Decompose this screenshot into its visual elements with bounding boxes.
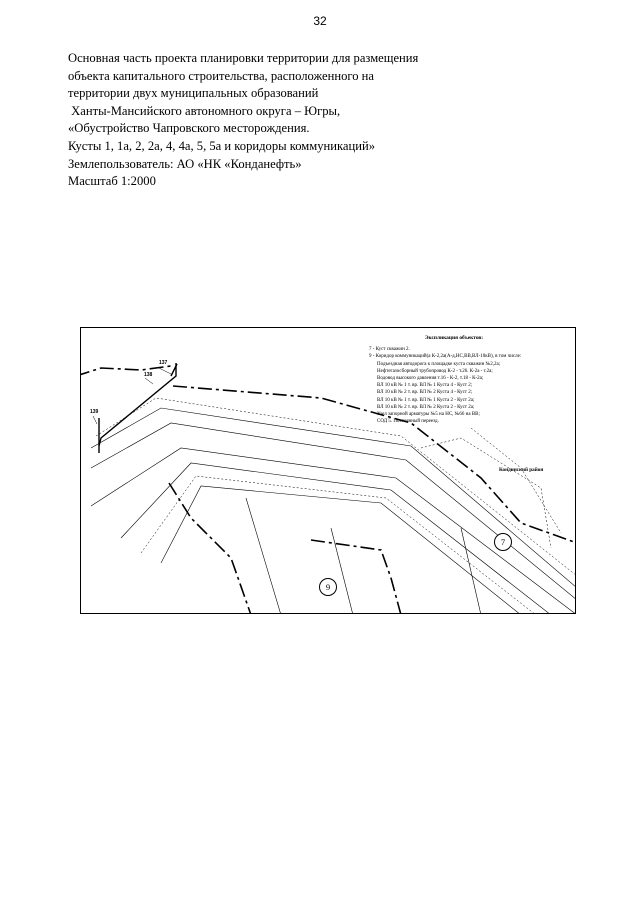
page-number: 32 xyxy=(313,14,327,28)
legend-item: ВЛ 10 кВ № 1 т. вр. ВЛ № 1 Куста 2 - Куст 2а; xyxy=(377,397,475,403)
heading-line: Ханты-Мансийского автономного округа – Югры, xyxy=(68,103,341,118)
heading-line: «Обустройство Чапровского месторождения. xyxy=(68,121,310,136)
legend-item: ВЛ 10 кВ № 1 т. вр. ВЛ № 1 Куста 4 - Куст 2; xyxy=(377,383,473,389)
object-marker-7: 7 xyxy=(494,533,512,551)
document-heading xyxy=(68,50,588,191)
heading-line: территории двух муниципальных образований xyxy=(68,86,319,101)
boundary-line xyxy=(311,540,401,614)
heading-line: Основная часть проекта планировки территории для размещения xyxy=(68,51,419,65)
boundary-line xyxy=(169,483,251,614)
site-plan-drawing xyxy=(80,327,576,614)
boundary-line xyxy=(81,366,171,376)
legend-item: СОД 5. Постоянный переезд. xyxy=(377,419,439,425)
legend-item: 7 - Куст скважин 2. xyxy=(369,347,410,353)
heading-line: Масштаб 1:2000 xyxy=(68,174,156,189)
legend-item: 9 - Коридор коммуникаций(а К-2,2а(А-д,НС,ВВ,ВЛ-10кВ), в том числе: xyxy=(369,354,522,360)
legend-item: Нефтегазосборный трубопровод К-2 - т.26. К-2а - т.2а; xyxy=(377,368,493,374)
object-marker-9: 9 xyxy=(319,578,337,596)
point-label-138: 138 xyxy=(144,372,153,378)
legend-item: ВЛ 10 кВ № 2 т. вр. ВЛ № 2 Куста 2 - Куст 2а; xyxy=(377,404,475,410)
legend-item: ВЛ 10 кВ № 2 т. вр. ВЛ № 2 Куста 4 - Куст 2; xyxy=(377,390,473,396)
legend-title: Экспликация объектов: xyxy=(424,335,484,341)
heading-line: объекта капитального строительства, расположенного на xyxy=(68,68,374,83)
legend-item: Водовод высокого давления т.16 - К-2, т.18 - К-2а; xyxy=(377,376,484,382)
legend-item: Узел запорной арматуры №5 на НС, №66 на ВВ; xyxy=(377,412,480,418)
legend-item: Подъездная автодорога к площадке куста скважин №2,2а; xyxy=(377,361,501,367)
district-label: Кондинский район xyxy=(499,467,544,473)
legend xyxy=(369,335,576,425)
heading-line: Кусты 1, 1а, 2, 2а, 4, 4а, 5, 5а и коридоры коммуникаций» xyxy=(68,138,376,153)
heading-line: Землепользователь: АО «НК «Конданефть» xyxy=(68,156,302,171)
point-label-137: 137 xyxy=(159,360,168,366)
point-label-139: 139 xyxy=(90,409,99,415)
